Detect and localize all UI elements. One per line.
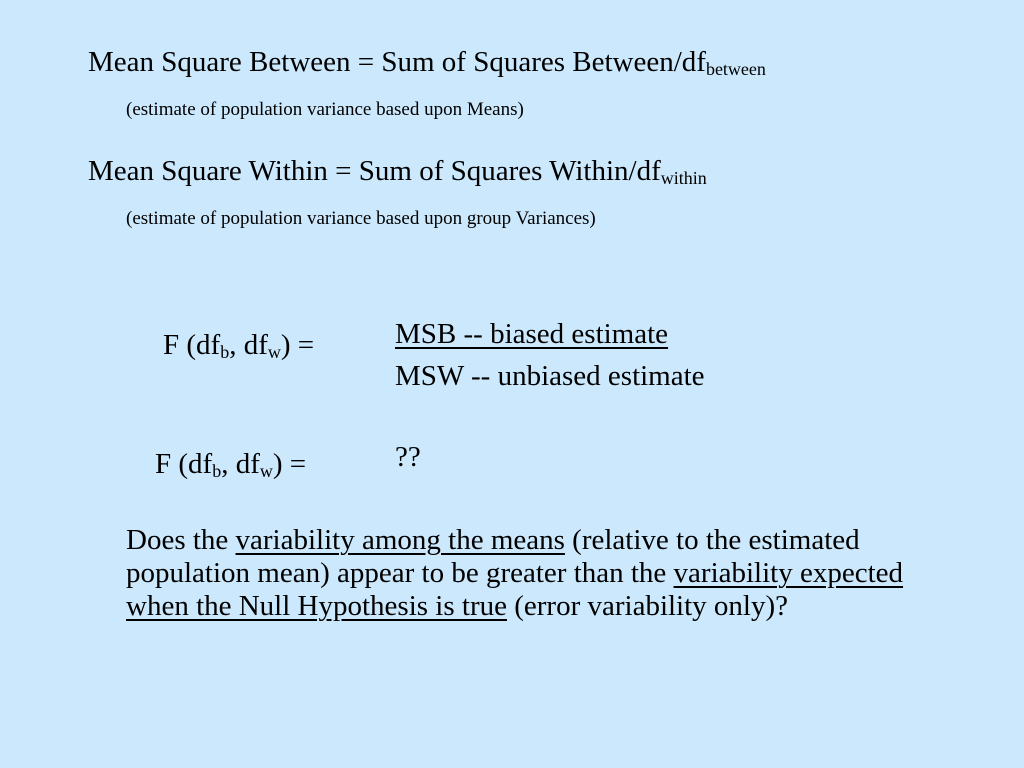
df-w-subscript: w [267, 342, 281, 363]
question-part-3: (error variability only)? [506, 590, 789, 622]
msb-definition-text: Mean Square Between = Sum of Squares Between/df [88, 46, 706, 78]
msw-note: (estimate of population variance based upon group Variances) [126, 208, 596, 229]
f-suffix: ) = [272, 448, 307, 480]
msw-definition-text: Mean Square Within = Sum of Squares Within/df [88, 155, 661, 187]
question-emphasis-2: variability expected when the Null Hypothesis is true [126, 557, 904, 622]
df-w-subscript: w [259, 461, 273, 482]
question-paragraph [126, 524, 926, 623]
msw-definition-subscript: within [660, 168, 707, 189]
msw-definition [88, 155, 707, 189]
f-ratio-label-2 [155, 448, 307, 482]
df-b-subscript: b [212, 461, 222, 482]
msb-note: (estimate of population variance based upon Means) [126, 99, 524, 120]
question-part-2: (relative to the estimated population mean) appear to be greater than the [126, 524, 860, 589]
f-mid: , df [229, 329, 268, 361]
question-part-1: Does the [126, 524, 236, 556]
msb-definition [88, 46, 766, 80]
f-prefix: F (df [163, 329, 221, 361]
f-ratio-label-1 [163, 329, 315, 363]
df-b-subscript: b [220, 342, 230, 363]
numerator-text: MSB -- biased estimate [395, 318, 669, 350]
f-mid: , df [221, 448, 260, 480]
f-suffix: ) = [280, 329, 315, 361]
f-ratio-numerator [395, 320, 668, 349]
question-emphasis-1: variability among the means [235, 524, 565, 556]
f-ratio-unknown: ?? [395, 441, 421, 473]
f-ratio-denominator: MSW -- unbiased estimate [395, 360, 705, 392]
msb-definition-subscript: between [705, 59, 766, 80]
f-prefix: F (df [155, 448, 213, 480]
